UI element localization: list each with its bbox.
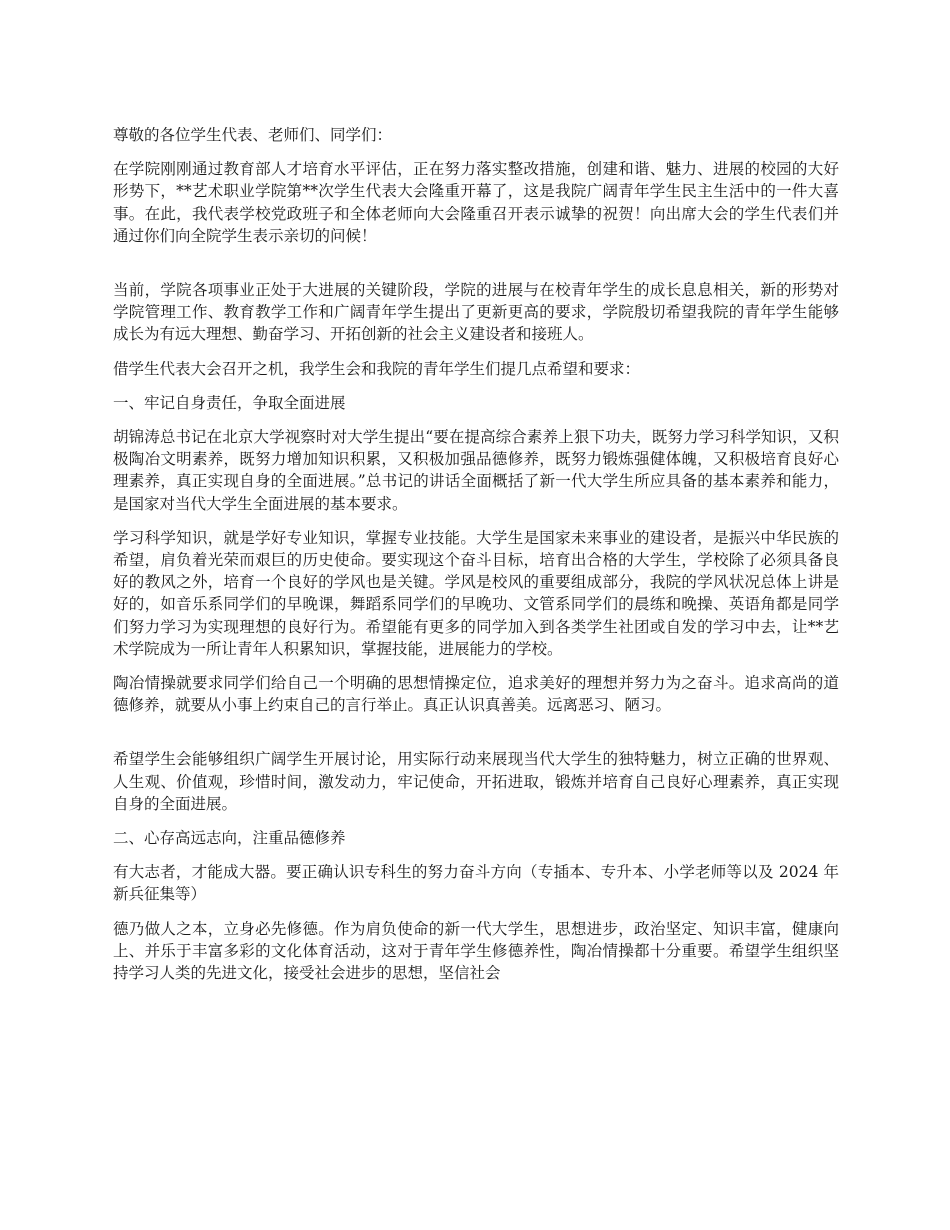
paragraph-intro-requirements: 借学生代表大会召开之机，我学生会和我院的青年学生们提几点希望和要求： [113, 359, 641, 378]
document-body [113, 124, 839, 996]
paragraph-study: 学习科学知识，就是学好专业知识，掌握专业技能。大学生是国家未来事业的建设者，是振兴中华民族的希望，肩负着光荣而艰巨的历史使命。要实现这个奋斗目标，培育出合格的大学生，学校除了必须具备良好的教风之外，培育一个良好的学风也是关键。学风是校风的重要组成部分，我院的学风状况总体上讲是好的，如音乐系同学们的早晚课，舞蹈系同学们的早晚功、文管系同学们的晨练和晚操、英语角都是同学们努力学习为实现理想的良好行为。希望能有更多的同学加入到各类学生社团或自发的学习中去，让**艺术学院成为一所让青年人积累知识，掌握技能，进展能力的学校。 [113, 528, 839, 658]
paragraph-morality: 德乃做人之本，立身必先修德。作为肩负使命的新一代大学生，思想进步，政治坚定、知识丰富，健康向上、并乐于丰富多彩的文化体育活动，这对于青年学生修德养性，陶冶情操都十分重要。希望学生组织坚持学习人类的先进文化，接受社会进步的思想，坚信社会 [113, 919, 839, 983]
salutation: 尊敬的各位学生代表、老师们、同学们： [113, 126, 393, 144]
paragraph-character: 陶冶情操就要求同学们给自己一个明确的思想情操定位，追求美好的理想并努力为之奋斗。追求高尚的道德修养，就要从小事上约束自己的言行举止。真正认识真善美。远离恶习、陋习。 [113, 674, 839, 715]
paragraph-current-situation: 当前，学院各项事业正处于大进展的关键阶段，学院的进展与在校青年学生的成长息息相关，新的形势对学院管理工作、教育教学工作和广阔青年学生提出了更新更高的要求，学院殷切希望我院的青年学生能够成长为有远大理想、勤奋学习、开拓创新的社会主义建设者和接班人。 [113, 281, 839, 344]
paragraph-student-union: 希望学生会能够组织广阔学生开展讨论，用实际行动来展现当代大学生的独特魅力，树立正确的世界观、人生观、价值观，珍惜时间，激发动力，牢记使命，开拓进取，锻炼并培育自己良好心理素养，真正实现自身的全面进展。 [113, 750, 839, 813]
paragraph-quote: 胡锦涛总书记在北京大学视察时对大学生提出“要在提高综合素养上狠下功夫，既努力学习科学知识，又积极陶冶文明素养，既努力增加知识积累，又积极加强品德修养，既努力锻炼强健体魄，又积极培育良好心理素养，真正实现自身的全面进展。”总书记的讲话全面概括了新一代大学生所应具备的基本素养和能力，是国家对当代大学生全面进展的基本要求。 [113, 428, 839, 513]
section-heading-2: 二、心存高远志向，注重品德修养 [113, 829, 346, 848]
section-heading-1: 一、牢记自身责任，争取全面进展 [113, 393, 346, 412]
paragraph-ambition: 有大志者，才能成大器。要正确认识专科生的努力奋斗方向（专插本、专升本、小学老师等以及 2024 年新兵征集等） [113, 863, 839, 904]
paragraph-opening: 在学院刚刚通过教育部人才培育水平评估，正在努力落实整改措施，创建和谐、魅力、进展的校园的大好形势下，**艺术职业学院第**次学生代表大会隆重开幕了，这是我院广阔青年学生民主生活中的一件大喜事。在此，我代表学校党政班子和全体老师向大会隆重召开表示诚挚的祝贺！向出席大会的学生代表们并通过你们向全院学生表示亲切的问候！ [113, 160, 839, 245]
